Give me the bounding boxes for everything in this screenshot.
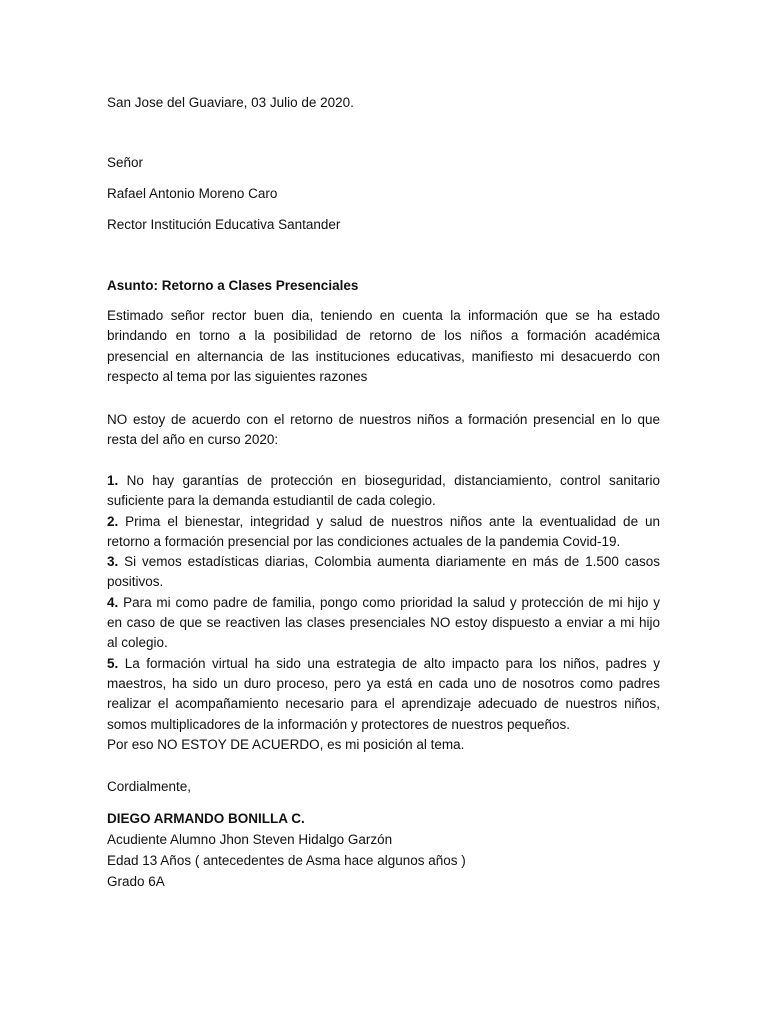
reason-text: Si vemos estadísticas diarias, Colombia aumenta diariamente en más de 1.500 casos positivos. (107, 554, 660, 590)
reasons-list (107, 471, 660, 755)
reason-number: 2. (107, 513, 119, 529)
reason-item-1 (107, 471, 660, 512)
reason-text: Prima el bienestar, integridad y salud de nuestros niños ante la eventualidad de un retorno a formación presencial por las condiciones actuales de la pandemia Covid-19. (107, 513, 660, 549)
reason-item-4 (107, 593, 660, 654)
recipient-name: Rafael Antonio Moreno Caro (107, 186, 278, 201)
recipient-title: Rector Institución Educativa Santander (107, 217, 341, 232)
salutation: Señor (107, 155, 144, 170)
reason-item-3 (107, 552, 660, 593)
reason-text: La formación virtual ha sido una estrategia de alto impacto para los niños, padres y maestros, ha sido un duro proceso, pero ya está en cada uno de nosotros como padres realizar el acompañamiento necesario para el aprendizaje adecuado de nuestros niños, somos multiplicadores de la información y protectores de nuestros pequeños. (107, 655, 660, 732)
conclusion: Por eso NO ESTOY DE ACUERDO, es mi posición al tema. (107, 736, 465, 752)
reason-number: 5. (107, 655, 119, 671)
reason-text: Para mi como padre de familia, pongo como prioridad la salud y protección de mi hijo y en caso de que se reactiven las clases presenciales NO estoy dispuesto a enviar a mi hijo al colegio. (107, 594, 660, 651)
signer-name: DIEGO ARMANDO BONILLA C. (107, 811, 305, 826)
signer-grade: Grado 6A (107, 874, 165, 889)
signer-role: Acudiente Alumno Jhon Steven Hidalgo Garzón (107, 832, 393, 847)
reason-number: 1. (107, 473, 119, 488)
reason-number: 3. (107, 554, 119, 570)
signer-age: Edad 13 Años ( antecedentes de Asma hace algunos años ) (107, 853, 466, 868)
reason-number: 4. (107, 594, 119, 610)
reason-item-5 (107, 654, 660, 735)
intro-paragraph: Estimado señor rector buen dia, teniendo en cuenta la información que se ha estado brindando en torno a la posibilidad de retorno de los niños a formación académica presencial en alternancia de las instituciones educativas, manifiesto mi desacuerdo con respecto al tema por las siguientes razones (107, 308, 660, 384)
statement-paragraph: NO estoy de acuerdo con el retorno de nuestros niños a formación presencial en lo que resta del año en curso 2020: (107, 412, 660, 448)
place-date: San Jose del Guaviare, 03 Julio de 2020. (107, 95, 354, 110)
closing: Cordialmente, (107, 779, 192, 794)
reason-item-2 (107, 512, 660, 553)
reason-text: No hay garantías de protección en bioseguridad, distanciamiento, control sanitario suficiente para la demanda estudiantil de cada colegio. (107, 473, 660, 509)
subject-line: Asunto: Retorno a Clases Presenciales (107, 278, 359, 293)
